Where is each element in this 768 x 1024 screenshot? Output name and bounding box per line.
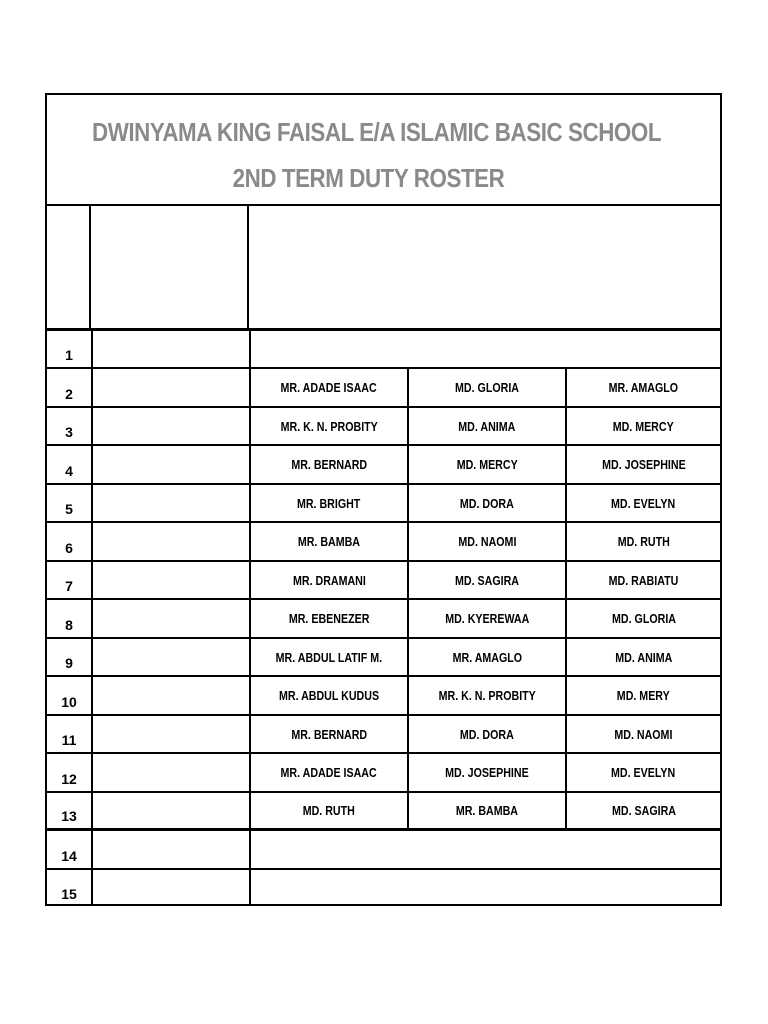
column-divider [247,204,249,328]
merged-cell [249,331,720,367]
teacher-name: MD. RUTH [302,803,356,818]
table-row [47,562,720,600]
teacher-name: MR. ABDUL LATIF M. [275,649,383,665]
row-number: 4 [65,463,73,479]
teacher-name: MR. AMAGLO [452,649,522,665]
teacher-name-cell [249,485,407,521]
teacher-name-cell [407,446,565,483]
teacher-name-cell [407,485,565,521]
row-number: 5 [65,501,73,517]
teacher-name: MD. NAOMI [457,534,517,549]
row-number: 11 [61,732,77,748]
teacher-name-cell [407,754,565,791]
date-cell [91,600,249,637]
date-cell [91,369,249,406]
teacher-name: MD. EVELYN [611,765,676,780]
teacher-name-cell [249,369,407,406]
table-row [47,831,720,870]
teacher-name-cell [249,523,407,560]
teacher-name-cell [565,600,720,637]
teacher-name-cell [407,369,565,406]
teacher-name-cell [249,562,407,598]
teacher-name: MR. EBENEZER [288,611,370,626]
table-row [47,754,720,793]
teacher-name-cell [565,677,720,714]
teacher-name-cell [249,716,407,752]
teacher-name: MD. JOSEPHINE [445,765,529,780]
row-number: 1 [65,347,73,363]
date-cell [91,446,249,483]
teacher-name: MD. ANIMA [458,418,516,434]
teacher-name: MR. ADADE ISAAC [280,765,378,780]
date-cell [91,793,249,828]
table-row [47,369,720,408]
row-number: 15 [61,886,77,902]
table-row [47,639,720,677]
table-row [47,677,720,716]
teacher-name-cell [565,369,720,406]
teacher-name-cell [249,600,407,637]
teacher-name-cell [249,446,407,483]
teacher-name: MD. ANIMA [614,649,673,665]
teacher-name: MR. BERNARD [291,726,367,742]
teacher-name: MD. SAGIRA [611,803,676,818]
table-row [47,523,720,562]
table-row [47,446,720,485]
teacher-name-cell [407,716,565,752]
row-number: 14 [61,848,77,864]
date-cell [91,639,249,675]
table-row [47,793,720,831]
teacher-name: MR. ADADE ISAAC [280,380,378,395]
teacher-name: MD. KYEREWAA [444,611,530,626]
table-row [47,870,720,906]
table-row [47,408,720,446]
date-cell [91,870,249,906]
teacher-name: MD. JOSEPHINE [601,457,686,472]
teacher-name: MD. EVELYN [611,495,676,511]
duty-roster-sheet [45,93,722,906]
teacher-name-cell [407,562,565,598]
school-name: DWINYAMA KING FAISAL E/A ISLAMIC BASIC SCHOOL [92,117,662,147]
teacher-name: MD. RUTH [617,534,670,549]
row-number: 10 [61,694,77,710]
teacher-name-cell [565,523,720,560]
teacher-name-cell [249,408,407,444]
teacher-name-cell [565,446,720,483]
table-row [47,485,720,523]
teacher-name-cell [565,408,720,444]
teacher-name: MR. DRAMANI [292,572,366,588]
column-header-area [47,204,720,331]
teacher-name-cell [407,639,565,675]
teacher-name-cell [565,754,720,791]
teacher-name: MD. GLORIA [611,611,676,626]
teacher-name: MR. BAMBA [455,803,519,818]
teacher-name: MD. NAOMI [614,726,673,742]
date-cell [91,562,249,598]
teacher-name-cell [249,793,407,828]
row-number: 13 [61,808,77,824]
teacher-name: MD. GLORIA [455,380,519,395]
teacher-name-cell [407,793,565,828]
teacher-name: MR. BRIGHT [297,495,361,511]
row-number: 6 [65,540,73,556]
teacher-name-cell [407,523,565,560]
teacher-name: MD. RABIATU [608,572,679,588]
teacher-name: MR. BAMBA [297,534,361,549]
roster-header [47,95,720,206]
teacher-name: MR. ABDUL KUDUS [278,688,380,703]
teacher-name: MD. MERCY [612,418,674,434]
teacher-name-cell [565,562,720,598]
teacher-name-cell [249,639,407,675]
row-number: 7 [65,578,73,594]
date-cell [91,716,249,752]
teacher-name: MR. AMAGLO [608,380,679,395]
row-number: 8 [65,617,73,633]
row-number: 9 [65,655,73,671]
roster-title: 2ND TERM DUTY ROSTER [232,163,505,193]
merged-cell [249,870,720,906]
teacher-name: MD. MERY [617,688,670,703]
row-number: 3 [65,424,73,440]
teacher-name-cell [565,485,720,521]
date-cell [91,677,249,714]
date-cell [91,331,249,367]
teacher-name: MR. K. N. PROBITY [438,688,536,703]
date-cell [91,408,249,444]
column-divider [89,204,91,328]
table-row [47,331,720,369]
teacher-name: MD. MERCY [456,457,518,472]
date-cell [91,485,249,521]
row-number: 2 [65,386,73,402]
teacher-name-cell [407,600,565,637]
date-cell [91,754,249,791]
teacher-name: MR. K. N. PROBITY [280,418,378,434]
table-row [47,600,720,639]
teacher-name-cell [565,793,720,828]
teacher-name-cell [407,408,565,444]
date-cell [91,523,249,560]
teacher-name-cell [407,677,565,714]
table-row [47,716,720,754]
teacher-name: MD. SAGIRA [455,572,519,588]
teacher-name-cell [249,754,407,791]
date-cell [91,831,249,868]
teacher-name-cell [565,716,720,752]
teacher-name: MR. BERNARD [291,457,367,472]
row-number: 12 [61,771,77,787]
teacher-name: MD. DORA [460,495,514,511]
teacher-name-cell [249,677,407,714]
teacher-name-cell [565,639,720,675]
teacher-name: MD. DORA [460,726,514,742]
merged-cell [249,831,720,868]
